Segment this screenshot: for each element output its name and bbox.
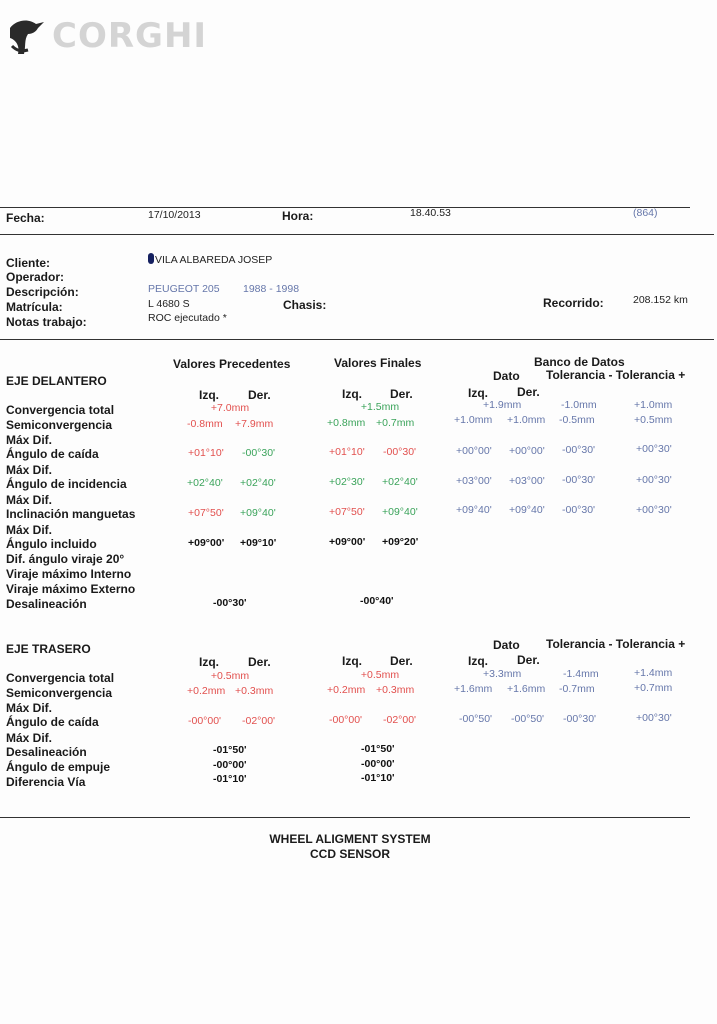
front-convergencia-tolminus: -1.0mm <box>561 399 597 411</box>
front-maxdif-2: Máx Dif. <box>6 463 53 477</box>
hora-value: 18.40.53 <box>410 207 451 219</box>
rear-empuje-prev: -00°00' <box>213 759 247 771</box>
front-maxdif-3: Máx Dif. <box>6 493 53 507</box>
matricula-value: L 4680 S <box>148 298 190 310</box>
vehicle-years: 1988 - 1998 <box>243 283 300 295</box>
notas-value: ROC ejecutado * <box>148 312 227 324</box>
fin-izq-header: Izq. <box>342 387 362 401</box>
rear-via-label: Diferencia Vía <box>6 775 86 789</box>
col-finales: Valores Finales <box>334 356 422 370</box>
front-manguetas-tolplus: +00°30' <box>636 504 672 516</box>
front-manguetas-dato-izq: +09°40' <box>456 504 492 516</box>
front-convergencia-dato: +1.9mm <box>483 399 522 411</box>
fecha-label: Fecha: <box>6 211 45 225</box>
front-incluido-prev-izq: +09°00' <box>188 537 225 549</box>
rear-semi-dato-izq: +1.6mm <box>454 683 493 695</box>
rear-caida-tolminus: -00°30' <box>563 713 597 725</box>
brand-name: CORGHI <box>52 16 208 56</box>
dato-izq-header: Izq. <box>468 386 488 400</box>
front-desalineacion-label: Desalineación <box>6 597 87 611</box>
rear-semi-label: Semiconvergencia <box>6 686 113 700</box>
front-semi-fin-izq: +0.8mm <box>327 417 366 429</box>
recorrido-label: Recorrido: <box>543 296 604 310</box>
front-incidencia-fin-der: +02°40' <box>382 476 418 488</box>
front-semi-tolplus: +0.5mm <box>634 414 673 426</box>
front-manguetas-fin-izq: +07°50' <box>329 506 365 518</box>
front-virajeint-label: Viraje máximo Interno <box>6 567 132 581</box>
front-desalineacion-fin: -00°40' <box>360 595 394 607</box>
dato-der-header: Der. <box>517 385 540 399</box>
front-caida-fin-der: -00°30' <box>383 446 417 458</box>
rear-prev-izq-header: Izq. <box>199 655 219 669</box>
front-semi-prev-der: +7.9mm <box>235 418 274 430</box>
prev-izq-header: Izq. <box>199 388 219 402</box>
rear-col-dato: Dato <box>493 638 520 652</box>
descripcion-label: Descripción: <box>6 285 79 299</box>
col-tolerancia: Tolerancia - Tolerancia + <box>546 368 686 382</box>
front-semi-fin-der: +0.7mm <box>376 417 415 429</box>
front-incidencia-dato-izq: +03°00' <box>456 475 492 487</box>
front-caida-label: Ángulo de caída <box>6 447 99 461</box>
front-title: EJE DELANTERO <box>6 374 107 388</box>
rear-caida-fin-izq: -00°00' <box>329 714 363 726</box>
rear-fin-izq-header: Izq. <box>342 654 362 668</box>
front-maxdif-1: Máx Dif. <box>6 433 53 447</box>
rear-convergencia-prev: +0.5mm <box>210 670 250 682</box>
front-semi-tolminus: -0.5mm <box>559 414 595 426</box>
front-manguetas-fin-der: +09°40' <box>382 506 418 518</box>
footer-line1: WHEEL ALIGMENT SYSTEM <box>269 832 431 846</box>
rear-semi-tolplus: +0.7mm <box>634 682 673 694</box>
chasis-label: Chasis: <box>283 298 327 312</box>
front-caida-prev-der: -00°30' <box>242 447 276 459</box>
col-dato: Dato <box>493 369 520 383</box>
matricula-label: Matrícula: <box>6 300 63 314</box>
rear-convergencia-label: Convergencia total <box>6 671 115 685</box>
front-virajeext-label: Viraje máximo Externo <box>6 582 136 596</box>
vehicle-model: PEUGEOT 205 <box>148 283 220 295</box>
rear-dato-der-header: Der. <box>517 653 540 667</box>
front-incluido-label: Ángulo incluido <box>6 537 97 551</box>
rear-caida-fin-der: -02°00' <box>383 714 417 726</box>
rear-convergencia-fin: +0.5mm <box>360 669 400 681</box>
front-maxdif-4: Máx Dif. <box>6 523 53 537</box>
rear-semi-fin-izq: +0.2mm <box>327 684 366 696</box>
front-manguetas-prev-izq: +07°50' <box>188 507 224 519</box>
rear-convergencia-tolminus: -1.4mm <box>563 668 599 680</box>
col-precedentes: Valores Precedentes <box>173 357 291 371</box>
bird-logo-icon <box>6 16 46 58</box>
front-incidencia-tolminus: -00°30' <box>562 474 596 486</box>
rear-maxdif-1: Máx Dif. <box>6 701 53 715</box>
front-caida-dato-der: +00°00' <box>509 445 545 457</box>
front-convergencia-prev: +7.0mm <box>210 402 250 414</box>
rear-caida-prev-der: -02°00' <box>242 715 276 727</box>
hora-label: Hora: <box>282 209 314 223</box>
rear-caida-prev-izq: -00°00' <box>188 715 222 727</box>
front-caida-tolplus: +00°30' <box>636 443 672 455</box>
front-viraje20-label: Dif. ángulo viraje 20° <box>6 552 125 566</box>
operador-label: Operador: <box>6 270 65 284</box>
rear-semi-tolminus: -0.7mm <box>559 683 595 695</box>
rear-semi-dato-der: +1.6mm <box>507 683 546 695</box>
fin-der-header: Der. <box>390 387 413 401</box>
rear-semi-prev-der: +0.3mm <box>235 685 274 697</box>
prev-der-header: Der. <box>248 388 271 402</box>
rear-caida-dato-der: -00°50' <box>511 713 545 725</box>
front-semi-label: Semiconvergencia <box>6 418 113 432</box>
rear-convergencia-tolplus: +1.4mm <box>634 667 673 679</box>
front-caida-dato-izq: +00°00' <box>456 445 492 457</box>
front-manguetas-label: Inclinación manguetas <box>6 507 136 521</box>
front-convergencia-tolplus: +1.0mm <box>634 399 673 411</box>
front-convergencia-label: Convergencia total <box>6 403 115 417</box>
fecha-value: 17/10/2013 <box>148 209 201 221</box>
front-incluido-prev-der: +09°10' <box>240 537 277 549</box>
front-caida-prev-izq: +01°10' <box>188 447 224 459</box>
rear-via-fin: -01°10' <box>361 772 395 784</box>
front-semi-dato-der: +1.0mm <box>507 414 546 426</box>
front-caida-tolminus: -00°30' <box>562 444 596 456</box>
cliente-value: VILA ALBAREDA JOSEP <box>148 253 272 266</box>
front-caida-fin-izq: +01°10' <box>329 446 365 458</box>
recorrido-value: 208.152 km <box>633 294 688 306</box>
front-incidencia-tolplus: +00°30' <box>636 474 672 486</box>
front-incluido-fin-der: +09°20' <box>382 536 419 548</box>
rear-maxdif-2: Máx Dif. <box>6 731 53 745</box>
front-desalineacion-prev: -00°30' <box>213 597 247 609</box>
rear-convergencia-dato: +3.3mm <box>483 668 522 680</box>
front-incidencia-fin-izq: +02°30' <box>329 476 365 488</box>
front-incidencia-label: Ángulo de incidencia <box>6 477 127 491</box>
rear-semi-fin-der: +0.3mm <box>376 684 415 696</box>
ink-mark-icon <box>148 253 154 264</box>
footer-line2: CCD SENSOR <box>309 847 390 861</box>
rear-empuje-fin: -00°00' <box>361 758 395 770</box>
rear-desalineacion-label: Desalineación <box>6 745 87 759</box>
front-incidencia-prev-izq: +02°40' <box>187 477 223 489</box>
rear-empuje-label: Ángulo de empuje <box>6 760 111 774</box>
rear-caida-dato-izq: -00°50' <box>459 713 493 725</box>
front-incluido-fin-izq: +09°00' <box>329 536 366 548</box>
col-banco: Banco de Datos <box>534 355 625 369</box>
rear-semi-prev-izq: +0.2mm <box>187 685 226 697</box>
notas-label: Notas trabajo: <box>6 315 87 329</box>
rear-desalineacion-fin: -01°50' <box>361 743 395 755</box>
cliente-label: Cliente: <box>6 256 51 270</box>
front-incidencia-prev-der: +02°40' <box>240 477 276 489</box>
rear-caida-tolplus: +00°30' <box>636 712 672 724</box>
rear-fin-der-header: Der. <box>390 654 413 668</box>
front-convergencia-fin: +1.5mm <box>360 401 400 413</box>
rear-prev-der-header: Der. <box>248 655 271 669</box>
front-manguetas-prev-der: +09°40' <box>240 507 276 519</box>
rear-title: EJE TRASERO <box>6 642 91 656</box>
rear-dato-izq-header: Izq. <box>468 654 488 668</box>
front-incidencia-dato-der: +03°00' <box>509 475 545 487</box>
rear-desalineacion-prev: -01°50' <box>213 744 247 756</box>
rear-via-prev: -01°10' <box>213 773 247 785</box>
front-manguetas-dato-der: +09°40' <box>509 504 545 516</box>
rear-caida-label: Ángulo de caída <box>6 715 99 729</box>
report-code: (864) <box>633 207 658 219</box>
front-semi-dato-izq: +1.0mm <box>454 414 493 426</box>
rear-col-tolerancia: Tolerancia - Tolerancia + <box>546 637 686 651</box>
front-semi-prev-izq: -0.8mm <box>187 418 223 430</box>
front-manguetas-tolminus: -00°30' <box>562 504 596 516</box>
